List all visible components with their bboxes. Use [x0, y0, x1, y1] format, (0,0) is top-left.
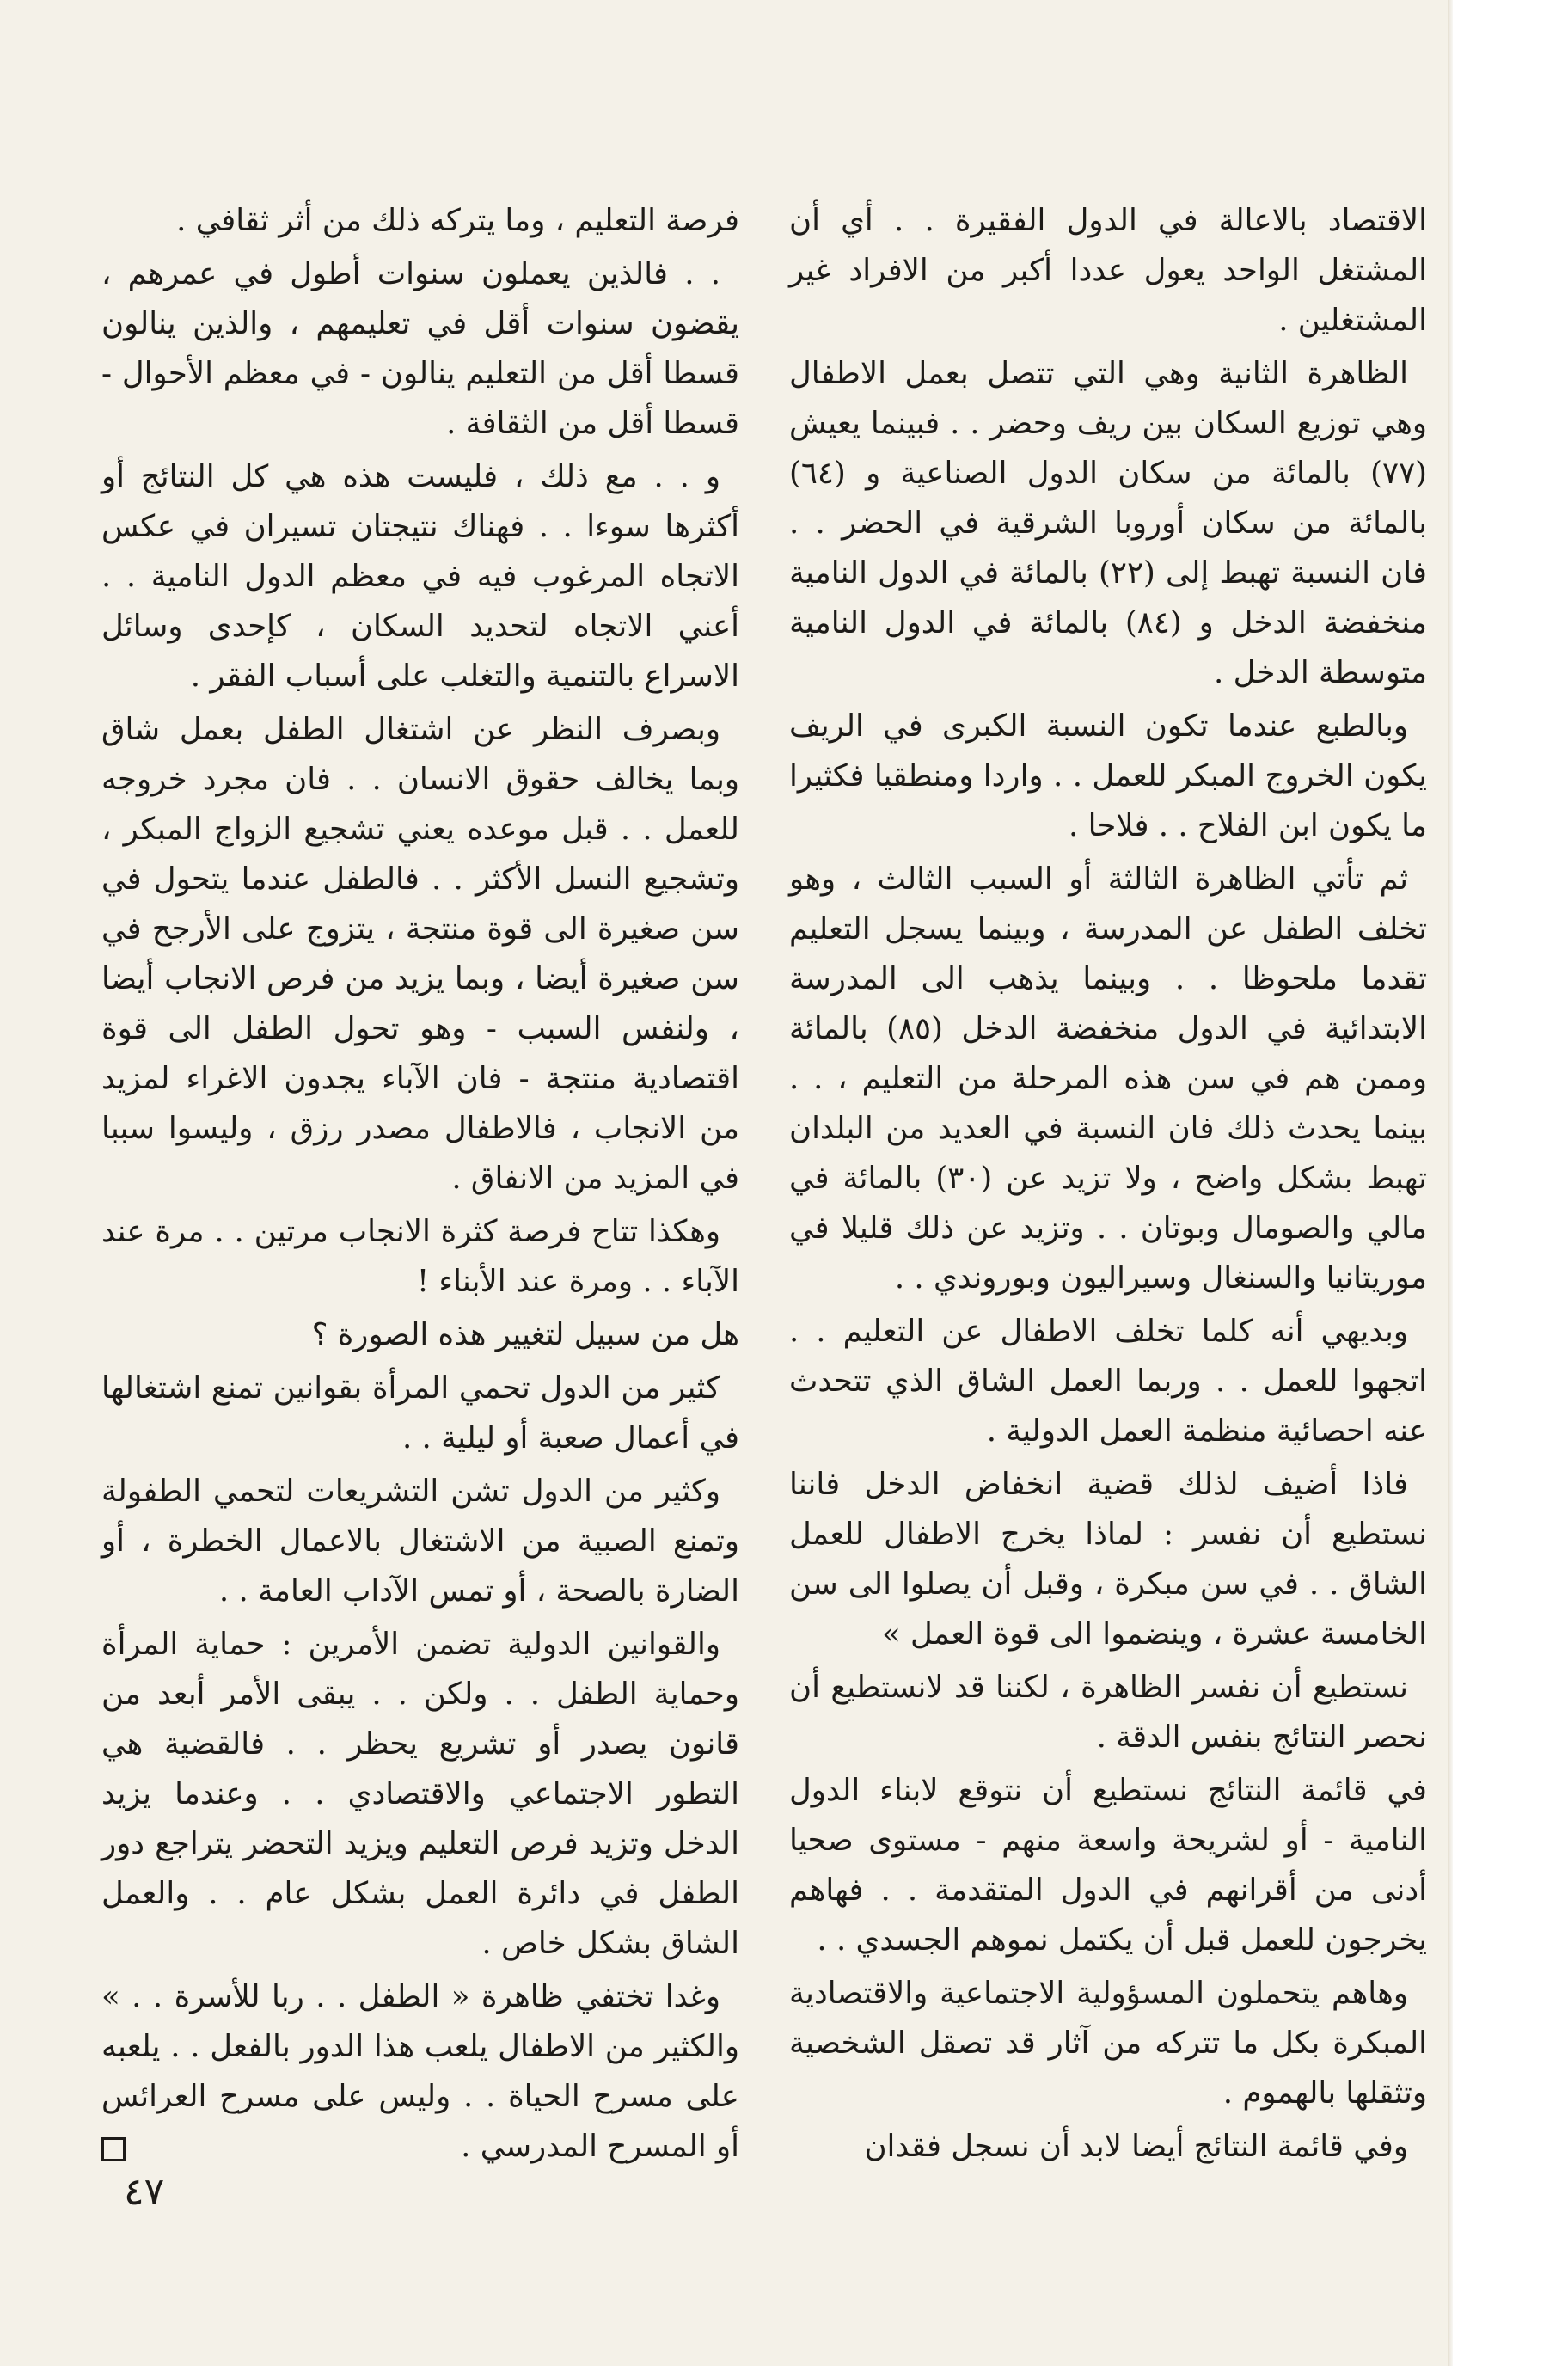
paragraph: وبديهي أنه كلما تخلف الاطفال عن التعليم . . اتجهوا للعمل . . وربما العمل الشاق الذي تتحدث عنه احصائية منظمة العمل الدولية . [789, 1314, 1427, 1449]
paragraph: ثم تأتي الظاهرة الثالثة أو السبب الثالث ، وهو تخلف الطفل عن المدرسة ، وبينما يسجل التعليم تقدما ملحوظا . . وبينما يذهب الى المدرسة الابتدائية في الدول منخفضة الدخل (٨٥) بالمائة وممن هم في سن هذه المرحلة من التعليم ، . . بينما يحدث ذلك فان النسبة في العديد من البلدان تهبط بشكل واضح ، ولا تزيد عن (٣٠) بالمائة في مالي والصومال وبوتان . . وتزيد عن ذلك قليلا في موريتانيا والسنغال وسيراليون وبوروندي . . [789, 861, 1427, 1296]
paragraph: الظاهرة الثانية وهي التي تتصل بعمل الاطفال وهي توزيع السكان بين ريف وحضر . . فبينما يعيش (٧٧) بالمائة من سكان الدول الصناعية و (٦٤) بالمائة من سكان أوروبا الشرقية في الحضر . . فان النسبة تهبط إلى (٢٢) بالمائة في الدول النامية منخفضة الدخل و (٨٤) بالمائة في الدول النامية متوسطة الدخل . [789, 356, 1427, 690]
paragraph: . . فالذين يعملون سنوات أطول في عمرهم ، يقضون سنوات أقل في تعليمهم ، والذين ينالون قسطا أقل من التعليم ينالون - في معظم الأحوال - قسطا أقل من الثقافة . [101, 256, 739, 441]
paragraph: في قائمة النتائج نستطيع أن نتوقع لابناء الدول النامية - أو لشريحة واسعة منهم - مستوى صحيا أدنى من أقرانهم في الدول المتقدمة . . فهاهم يخرجون للعمل قبل أن يكتمل نموهم الجسدي . . [789, 1773, 1427, 1958]
page-number: ٤٧ [124, 2170, 165, 2214]
paragraph: والقوانين الدولية تضمن الأمرين : حماية المرأة وحماية الطفل . . ولكن . . يبقى الأمر أبعد من قانون يصدر أو تشريع يحظر . . فالقضية هي التطور الاجتماعي والاقتصادي . . وعندما يزيد الدخل وتزيد فرص التعليم ويزيد التحضر يتراجع دور الطفل في دائرة العمل بشكل عام . . والعمل الشاق بشكل خاص . [101, 1627, 739, 1961]
paragraph: نستطيع أن نفسر الظاهرة ، لكننا قد لانستطيع أن نحصر النتائج بنفس الدقة . [789, 1670, 1427, 1755]
paragraph: و . . مع ذلك ، فليست هذه هي كل النتائج أو أكثرها سوءا . . فهناك نتيجتان تسيران في عكس الاتجاه المرغوب فيه في معظم الدول النامية . . أعني الاتجاه لتحديد السكان ، كإحدى وسائل الاسراع بالتنمية والتغلب على أسباب الفقر . [101, 459, 739, 694]
paragraph: فاذا أضيف لذلك قضية انخفاض الدخل فاننا نستطيع أن نفسر : لماذا يخرج الاطفال للعمل الشاق . . في سن مبكرة ، وقبل أن يصلوا الى سن الخامسة عشرة ، وينضموا الى قوة العمل » [789, 1467, 1427, 1652]
paragraph: وهكذا تتاح فرصة كثرة الانجاب مرتين . . مرة عند الآباء . . ومرة عند الأبناء ! [101, 1214, 739, 1299]
paragraph: هل من سبيل لتغيير هذه الصورة ؟ [311, 1317, 739, 1352]
paragraph: وفي قائمة النتائج أيضا لابد أن نسجل فقدان [864, 2129, 1408, 2164]
paragraph: وكثير من الدول تشن التشريعات لتحمي الطفولة وتمنع الصبية من الاشتغال بالاعمال الخطرة ، أو الضارة بالصحة ، أو تمس الآداب العامة . . [101, 1474, 739, 1609]
left-column [101, 196, 739, 2175]
paragraph: كثير من الدول تحمي المرأة بقوانين تمنع اشتغالها في أعمال صعبة أو ليلية . . [101, 1370, 739, 1456]
paragraph: الاقتصاد بالاعالة في الدول الفقيرة . . أي أن المشتغل الواحد يعول عددا أكبر من الافراد غير المشتغلين . [789, 203, 1427, 338]
right-column [789, 196, 1427, 2175]
paragraph: وبالطبع عندما تكون النسبة الكبرى في الريف يكون الخروج المبكر للعمل . . واردا ومنطقيا فكثيرا ما يكون ابن الفلاح . . فلاحا . [789, 708, 1427, 843]
last-paragraph-text: وغدا تختفي ظاهرة « الطفل . . ربا للأسرة . . » والكثير من الاطفال يلعب هذا الدور بالفعل . . يلعبه على مسرح الحياة . . وليس على مسرح العرائس أو المسرح المدرسي . [101, 1979, 739, 2164]
paragraph [101, 1972, 739, 2172]
paragraph: وبصرف النظر عن اشتغال الطفل بعمل شاق وبما يخالف حقوق الانسان . . فان مجرد خروجه للعمل . . قبل موعده يعني تشجيع الزواج المبكر ، وتشجيع النسل الأكثر . . فالطفل عندما يتحول في سن صغيرة الى قوة منتجة ، يتزوج على الأرجح في سن صغيرة أيضا ، وبما يزيد من فرص الانجاب أيضا ، ولنفس السبب - وهو تحول الطفل الى قوة اقتصادية منتجة - فان الآباء يجدون الاغراء لمزيد من الانجاب ، فالاطفال مصدر رزق ، وليسوا سببا في المزيد من الانفاق . [101, 712, 739, 1196]
page-margin [1453, 0, 1568, 2366]
paragraph: وهاهم يتحملون المسؤولية الاجتماعية والاقتصادية المبكرة بكل ما تتركه من آثار قد تصقل الشخصية وتثقلها بالهموم . [789, 1976, 1427, 2111]
paragraph: فرصة التعليم ، وما يتركه ذلك من أثر ثقافي . [176, 203, 739, 238]
end-of-article-square-icon [101, 2137, 126, 2161]
